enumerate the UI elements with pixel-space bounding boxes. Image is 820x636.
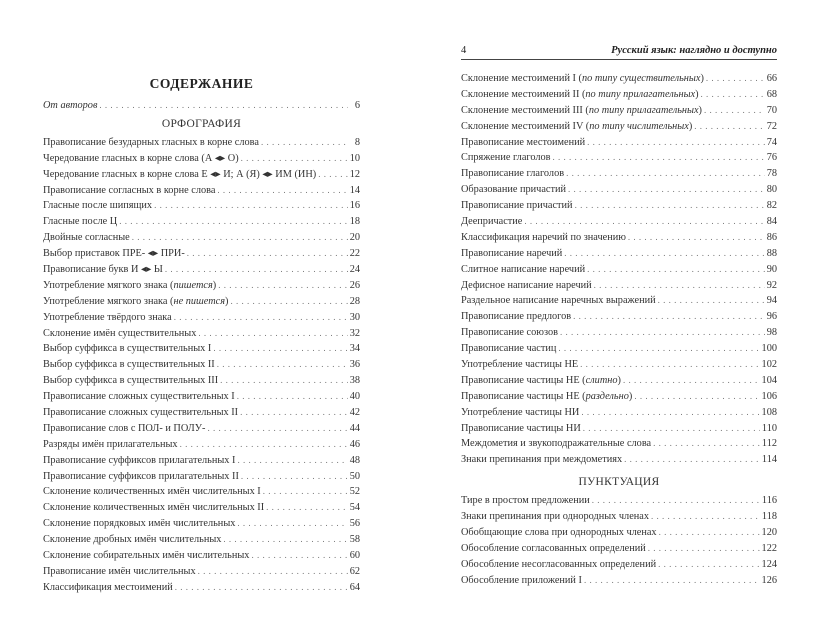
toc-entry[interactable]	[43, 198, 360, 214]
toc-entry[interactable]	[461, 135, 777, 151]
toc-entry-page: 46	[349, 438, 360, 450]
toc-entry-label: Правописание согласных в корне слова	[43, 184, 216, 196]
leader-dots	[174, 310, 348, 326]
toc-entry[interactable]	[461, 150, 777, 166]
toc-entry-page: 98	[766, 327, 777, 339]
toc-entry-label: Обобщающие слова при однородных членах	[461, 527, 657, 539]
toc-entry[interactable]	[461, 525, 777, 541]
toc-entry[interactable]	[43, 278, 360, 294]
toc-entry-page: 38	[349, 375, 360, 387]
toc-entry-label: Склонение дробных имён числительных	[43, 534, 222, 546]
leader-dots	[99, 98, 348, 114]
toc-entry-page: 84	[766, 216, 777, 228]
leader-dots	[266, 500, 348, 516]
toc-entry[interactable]	[43, 532, 360, 548]
leader-dots	[575, 198, 765, 214]
toc-entry-label: Классификация наречий по значению	[461, 231, 626, 243]
leader-dots	[592, 493, 760, 509]
leader-dots	[165, 262, 348, 278]
toc-entry-label: Склонение имён существительных	[43, 327, 197, 339]
toc-entry-label: Склонение количественных имён числительных II	[43, 502, 265, 514]
toc-entry-label: Знаки препинания при междометиях	[461, 454, 623, 466]
leader-dots	[653, 436, 760, 452]
toc-entry-label: От авторов	[43, 100, 98, 111]
toc-entry-page: 120	[761, 527, 777, 539]
leader-dots	[566, 166, 765, 182]
toc-entry-page: 78	[766, 168, 777, 180]
toc-entry-label: Выбор суффикса в существительных I	[43, 343, 212, 355]
toc-entry-page: 50	[349, 470, 360, 482]
toc-entry-label: Образование причастий	[461, 184, 567, 196]
toc-entry[interactable]	[461, 493, 777, 509]
toc-entry-page: 110	[761, 422, 777, 434]
leader-dots	[694, 119, 764, 135]
toc-entry[interactable]	[461, 557, 777, 573]
toc-entry-page: 42	[349, 407, 360, 419]
toc-entry-label: Обособление несогласованных определений	[461, 558, 657, 570]
toc-entry-label: Двойные согласные	[43, 232, 130, 244]
toc-entry-page: 32	[349, 327, 360, 339]
toc-entry[interactable]	[461, 103, 777, 119]
leader-dots	[263, 484, 348, 500]
toc-entry[interactable]	[43, 405, 360, 421]
toc-entry-page: 108	[761, 406, 777, 418]
toc-entry-page: 10	[349, 152, 360, 164]
toc-entry-label: Правописание частиц	[461, 343, 557, 355]
toc-entry-page: 82	[766, 200, 777, 212]
toc-entry-page: 94	[766, 295, 777, 307]
toc-entry-label: Употребление частицы НЕ	[461, 359, 579, 371]
toc-entry-label: Правописание имён числительных	[43, 565, 196, 577]
toc-entry[interactable]	[461, 373, 777, 389]
leader-dots	[564, 246, 764, 262]
leader-dots	[594, 278, 765, 294]
toc-entry[interactable]	[461, 262, 777, 278]
toc-entry-page: 104	[761, 374, 777, 386]
toc-entry[interactable]	[43, 373, 360, 389]
toc-entry[interactable]	[461, 509, 777, 525]
right-page	[410, 0, 820, 636]
toc-entry-page: 66	[766, 73, 777, 84]
leader-dots	[587, 135, 765, 151]
section-heading-orthography: ОРФОГРАФИЯ	[161, 117, 242, 130]
toc-entry[interactable]	[461, 230, 777, 246]
leader-dots	[628, 230, 765, 246]
leader-dots	[659, 525, 760, 541]
leader-dots	[648, 541, 760, 557]
toc-entry[interactable]	[43, 580, 360, 596]
toc-entry[interactable]	[43, 389, 360, 405]
leader-dots	[524, 214, 764, 230]
toc-entry-page: 126	[761, 574, 777, 586]
toc-entry-page: 34	[349, 343, 360, 355]
toc-entry-label: Правописание наречий	[461, 247, 563, 259]
leader-dots	[237, 389, 348, 405]
leader-dots	[217, 183, 347, 199]
toc-entry[interactable]	[43, 246, 360, 262]
toc-entry-label: Правописание букв И ◂▸ Ы	[43, 264, 163, 276]
toc-entry-label: Правописание частицы НИ	[461, 422, 581, 434]
toc-entry-page: 60	[349, 550, 360, 562]
toc-entry-label: Обособление согласованных определений	[461, 542, 646, 554]
leader-dots	[318, 167, 348, 183]
toc-entry-page: 30	[349, 311, 360, 323]
page-number: 4	[461, 45, 467, 56]
leader-dots	[634, 389, 759, 405]
toc-entry-label: Употребление частицы НИ	[461, 406, 580, 418]
leader-dots	[580, 357, 759, 373]
toc-entry-label: Правописание безударных гласных в корне слова	[43, 136, 259, 148]
leader-dots	[560, 325, 765, 341]
toc-entry-page: 58	[349, 534, 360, 546]
leader-dots	[623, 373, 760, 389]
toc-entry-label: Дефисное написание наречий	[461, 279, 592, 291]
leader-dots	[658, 557, 759, 573]
toc-entry-label: Употребление мягкого знака (пишется)	[43, 279, 217, 291]
toc-entry[interactable]	[43, 294, 360, 310]
leader-dots	[198, 564, 348, 580]
toc-entry-page: 6	[354, 100, 360, 111]
toc-entry-label: Тире в простом предложении	[461, 495, 590, 507]
toc-entry[interactable]	[43, 421, 360, 437]
toc-entry-label: Знаки препинания при однородных членах	[461, 511, 649, 523]
toc-entry[interactable]	[43, 357, 360, 373]
toc-entry-label: Гласные после шипящих	[43, 200, 153, 212]
toc-entries-morphology	[461, 71, 777, 468]
toc-entry[interactable]	[461, 278, 777, 294]
toc-entry[interactable]	[461, 357, 777, 373]
toc-entry[interactable]	[43, 135, 360, 151]
toc-entry-page: 64	[349, 581, 360, 593]
toc-entry-label: Правописание предлогов	[461, 311, 572, 323]
toc-entry-page: 26	[349, 279, 360, 291]
toc-entry-label: Разряды имён прилагательных	[43, 438, 178, 450]
toc-entry[interactable]	[461, 309, 777, 325]
toc-entry-page: 92	[766, 279, 777, 291]
leader-dots	[568, 182, 765, 198]
toc-entries-punctuation	[461, 493, 777, 588]
toc-entry[interactable]	[43, 500, 360, 516]
toc-entry[interactable]	[461, 541, 777, 557]
leader-dots	[706, 71, 765, 87]
toc-entry[interactable]	[461, 421, 777, 437]
leader-dots	[154, 198, 348, 214]
toc-entry-label: Правописание глаголов	[461, 168, 565, 180]
toc-entry-label: Правописание суффиксов прилагательных I	[43, 454, 236, 466]
toc-entry-label: Склонение местоимений II (по типу прилагательных)	[461, 88, 699, 100]
leader-dots	[230, 294, 347, 310]
leader-dots	[553, 150, 765, 166]
toc-entry-label: Правописание слов с ПОЛ- и ПОЛУ-	[43, 422, 206, 434]
toc-entry-page: 52	[349, 486, 360, 498]
leader-dots	[217, 357, 348, 373]
toc-entry[interactable]	[461, 182, 777, 198]
leader-dots	[558, 341, 759, 357]
toc-entry[interactable]	[461, 452, 777, 468]
toc-entry[interactable]	[461, 246, 777, 262]
toc-entry[interactable]	[43, 469, 360, 485]
toc-entry-page: 100	[761, 343, 777, 355]
leader-dots	[704, 103, 765, 119]
toc-entry-label: Правописание местоимений	[461, 136, 586, 148]
toc-entry[interactable]	[461, 198, 777, 214]
toc-entry[interactable]	[461, 573, 777, 589]
toc-entry-label: Обособление приложений I	[461, 574, 582, 586]
toc-entry-page: 86	[766, 231, 777, 243]
leader-dots	[241, 151, 348, 167]
toc-entry-label: Склонение порядковых имён числительных	[43, 518, 236, 530]
toc-entry[interactable]	[461, 389, 777, 405]
leader-dots	[241, 469, 348, 485]
toc-entry-page: 96	[766, 311, 777, 323]
leader-dots	[237, 516, 347, 532]
toc-entry[interactable]	[461, 341, 777, 357]
toc-entry[interactable]	[461, 436, 777, 452]
toc-entries-orthography	[43, 135, 360, 596]
toc-entry-page: 28	[349, 295, 360, 307]
leader-dots	[213, 341, 347, 357]
toc-entry-label: Склонение местоимений I (по типу существительных)	[461, 73, 704, 84]
toc-entry-page: 56	[349, 518, 360, 530]
toc-entry-page: 114	[761, 454, 777, 466]
toc-entry-page: 74	[766, 136, 777, 148]
book-title: Русский язык: наглядно и доступно	[611, 45, 777, 56]
toc-entry-page: 20	[349, 232, 360, 244]
toc-entry[interactable]	[43, 230, 360, 246]
toc-entry-page: 112	[761, 438, 777, 450]
leader-dots	[223, 532, 347, 548]
toc-entry-page: 24	[349, 264, 360, 276]
leader-dots	[119, 214, 347, 230]
toc-entry-page: 80	[766, 184, 777, 196]
toc-entry[interactable]	[461, 87, 777, 103]
toc-entry-label: Правописание частицы НЕ (слитно)	[461, 374, 621, 386]
toc-entry-label: Чередование гласных в корне слова (А ◂▸ О)	[43, 152, 239, 164]
toc-entry-page: 18	[349, 216, 360, 228]
toc-entry-page: 14	[349, 184, 360, 196]
toc-list-right	[461, 71, 777, 589]
leader-dots	[701, 87, 765, 103]
leader-dots	[584, 573, 760, 589]
toc-entry-label: Правописание причастий	[461, 200, 573, 212]
toc-entry-label: Чередование гласных в корне слова Е ◂▸ И; А (Я) ◂▸ ИМ (ИН)	[43, 168, 317, 180]
toc-entry[interactable]	[461, 293, 777, 309]
toc-title: СОДЕРЖАНИЕ	[149, 76, 254, 91]
toc-entry-label: Склонение количественных имён числительных I	[43, 486, 261, 498]
toc-entry[interactable]	[43, 167, 360, 183]
leader-dots	[237, 453, 347, 469]
leader-dots	[581, 405, 759, 421]
toc-entry[interactable]	[461, 71, 777, 87]
toc-entry-label: Классификация местоимений	[43, 581, 173, 593]
toc-entry-page: 54	[349, 502, 360, 514]
toc-entry-page: 8	[354, 136, 360, 148]
toc-entry-page: 62	[349, 565, 360, 577]
toc-entry-label: Выбор суффикса в существительных III	[43, 375, 219, 387]
toc-entry-label: Междометия и звукоподражательные слова	[461, 438, 652, 450]
toc-entry-page: 102	[761, 359, 777, 371]
leader-dots	[651, 509, 760, 525]
toc-entry-label: Склонение собирательных имён числительных	[43, 550, 250, 562]
toc-entry-label: Гласные после Ц	[43, 216, 118, 228]
toc-entry[interactable]	[461, 214, 777, 230]
leader-dots	[187, 246, 348, 262]
toc-entry-page: 68	[766, 88, 777, 100]
toc-entry-label: Слитное написание наречий	[461, 263, 586, 275]
toc-entry-label: Склонение местоимений IV (по типу числительных)	[461, 120, 693, 132]
toc-entry-label: Склонение местоимений III (по типу прилагательных)	[461, 104, 702, 116]
toc-entry-label: Правописание суффиксов прилагательных II	[43, 470, 239, 482]
section-heading-punctuation: ПУНКТУАЦИЯ	[578, 476, 660, 489]
toc-entry-page: 22	[349, 248, 360, 260]
toc-entry-label: Правописание сложных существительных II	[43, 407, 239, 419]
toc-entry-page: 118	[761, 511, 777, 523]
toc-entry-label: Употребление твёрдого знака	[43, 311, 172, 323]
toc-entry-page: 106	[761, 390, 777, 402]
toc-list-left	[43, 98, 360, 596]
toc-entry-page: 44	[349, 422, 360, 434]
leader-dots	[251, 548, 347, 564]
toc-entry[interactable]	[43, 548, 360, 564]
toc-entry[interactable]	[43, 326, 360, 342]
toc-entry-label: Правописание частицы НЕ (раздельно)	[461, 390, 633, 402]
toc-entry-page: 16	[349, 200, 360, 212]
toc-entry[interactable]	[43, 341, 360, 357]
leader-dots	[218, 278, 347, 294]
toc-entry[interactable]	[461, 325, 777, 341]
leader-dots	[261, 135, 348, 151]
toc-entry-label: Правописание сложных существительных I	[43, 391, 235, 403]
toc-entry[interactable]	[43, 214, 360, 230]
toc-entry[interactable]	[43, 516, 360, 532]
leader-dots	[583, 421, 760, 437]
toc-entry-page: 72	[766, 120, 777, 132]
leader-dots	[624, 452, 760, 468]
leader-dots	[175, 580, 348, 596]
toc-entry-page: 36	[349, 359, 360, 371]
toc-entry-page: 76	[766, 152, 777, 164]
leader-dots	[207, 421, 347, 437]
leader-dots	[658, 293, 765, 309]
leader-dots	[573, 309, 765, 325]
leader-dots	[198, 326, 347, 342]
toc-entry[interactable]	[43, 151, 360, 167]
toc-entry-label: Раздельное написание наречных выражений	[461, 295, 656, 307]
toc-entry[interactable]	[43, 564, 360, 580]
toc-entry-label: Употребление мягкого знака (не пишется)	[43, 295, 229, 307]
leader-dots	[220, 373, 348, 389]
toc-entry-label: Спряжение глаголов	[461, 152, 551, 164]
toc-entry[interactable]	[43, 262, 360, 278]
toc-entry-label: Правописание союзов	[461, 327, 558, 339]
toc-entry-page: 124	[761, 558, 777, 570]
toc-entry[interactable]	[461, 119, 777, 135]
toc-entry-page: 122	[761, 542, 777, 554]
toc-entry[interactable]	[43, 484, 360, 500]
toc-entry[interactable]	[43, 453, 360, 469]
leader-dots	[180, 437, 348, 453]
running-header	[461, 42, 777, 60]
toc-entry-intro[interactable]	[43, 98, 360, 114]
toc-entry[interactable]	[43, 310, 360, 326]
leader-dots	[240, 405, 348, 421]
toc-entry-page: 12	[349, 168, 360, 180]
toc-entry-page: 70	[766, 104, 777, 116]
toc-entry-label: Деепричастие	[461, 216, 523, 228]
toc-entry[interactable]	[43, 183, 360, 199]
leader-dots	[587, 262, 765, 278]
toc-entry[interactable]	[461, 405, 777, 421]
leader-dots	[132, 230, 348, 246]
toc-entry[interactable]	[461, 166, 777, 182]
toc-entry-label: Выбор суффикса в существительных II	[43, 359, 215, 371]
toc-entry-page: 48	[349, 454, 360, 466]
toc-entry[interactable]	[43, 437, 360, 453]
toc-entry-label: Выбор приставок ПРЕ- ◂▸ ПРИ-	[43, 248, 185, 260]
toc-entry-page: 88	[766, 247, 777, 259]
toc-entry-page: 90	[766, 263, 777, 275]
toc-entry-page: 116	[761, 495, 777, 507]
toc-entry-page: 40	[349, 391, 360, 403]
